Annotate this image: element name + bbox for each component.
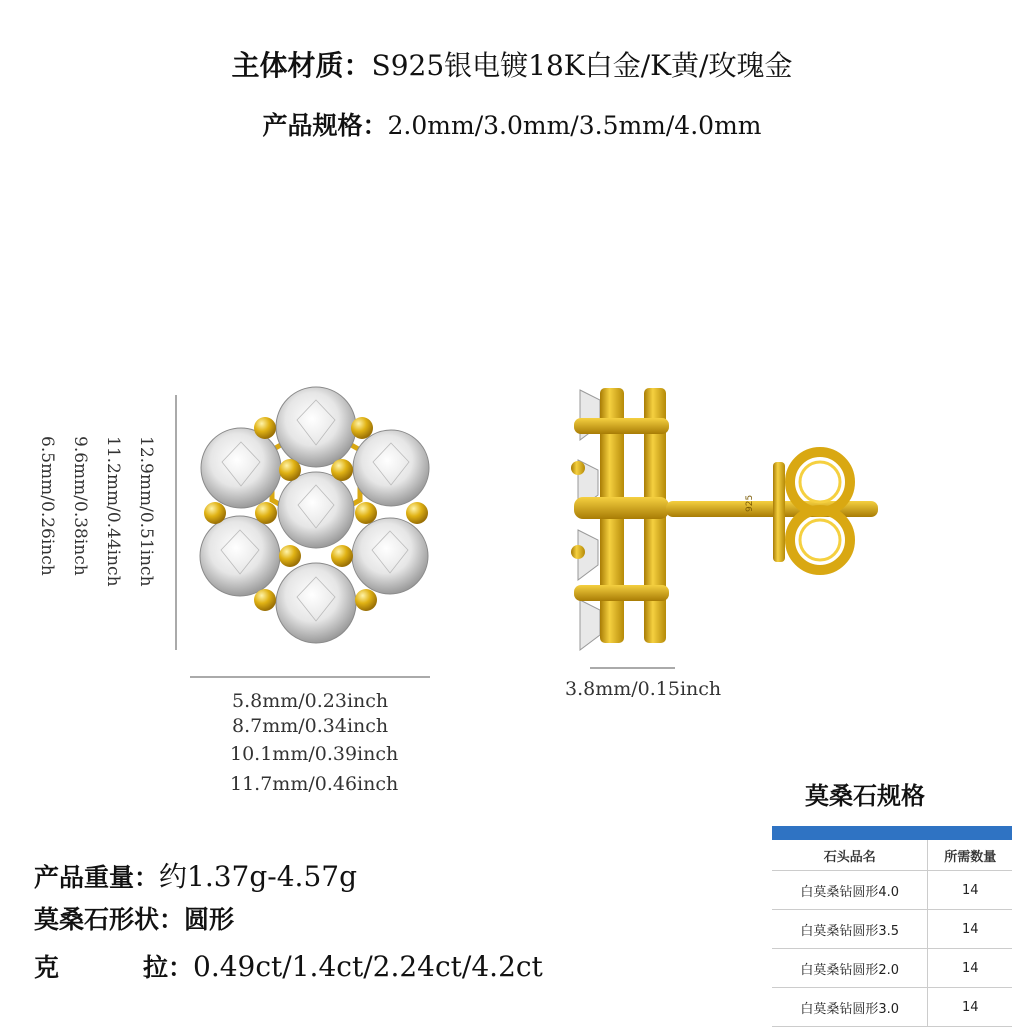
material-label: 主体材质： [231, 49, 372, 82]
stone-name: 白莫桑钻圆形3.0 [772, 988, 928, 1027]
table-row [772, 871, 1012, 910]
stone-name: 白莫桑钻圆形2.0 [772, 949, 928, 988]
spec-label: 产品规格： [262, 111, 388, 140]
shape-line [34, 900, 234, 936]
carat-label-2: 拉： [143, 953, 194, 982]
stamp-925: 925 [745, 494, 755, 512]
carat-label-1: 克 [34, 953, 60, 982]
height-label-1: 12.9mm/0.51inch [136, 436, 156, 587]
earring-side-view [560, 380, 890, 680]
stone-name: 白莫桑钻圆形3.5 [772, 910, 928, 949]
weight-label: 产品重量： [34, 863, 160, 892]
table-row [772, 988, 1012, 1027]
table-row [772, 949, 1012, 988]
stone-qty: 14 [928, 871, 1012, 910]
shape-value: 圆形 [184, 905, 235, 934]
width-label-2: 8.7mm/0.34inch [232, 715, 389, 737]
earring-front-view [160, 380, 450, 690]
height-label-2: 11.2mm/0.44inch [103, 436, 123, 587]
shape-label: 莫桑石形状： [34, 905, 185, 934]
gem-stones [200, 387, 429, 643]
table-row [772, 910, 1012, 949]
weight-line [34, 855, 357, 895]
carat-line [34, 948, 543, 984]
depth-label: 3.8mm/0.15inch [565, 678, 722, 700]
table-header-row [772, 833, 1012, 871]
stone-qty: 14 [928, 988, 1012, 1027]
stone-name: 白莫桑钻圆形4.0 [772, 871, 928, 910]
material-line [0, 44, 1024, 84]
spec-line [0, 106, 1024, 142]
spec-value: 2.0mm/3.0mm/3.5mm/4.0mm [387, 111, 762, 140]
width-label-4: 11.7mm/0.46inch [230, 773, 399, 795]
height-label-4: 6.5mm/0.26inch [37, 436, 57, 576]
stone-qty: 14 [928, 949, 1012, 988]
butterfly-back [773, 452, 850, 570]
stone-qty: 14 [928, 910, 1012, 949]
col-header-name: 石头品名 [772, 833, 928, 871]
stone-spec-table [772, 826, 1012, 1027]
weight-value: 约1.37g-4.57g [159, 860, 358, 893]
col-header-qty: 所需数量 [928, 833, 1012, 871]
height-label-3: 9.6mm/0.38inch [70, 436, 90, 576]
material-value: S925银电镀18K白金/K黄/玫瑰金 [371, 49, 793, 82]
width-label-3: 10.1mm/0.39inch [230, 743, 399, 765]
carat-value: 0.49ct/1.4ct/2.24ct/4.2ct [193, 950, 543, 983]
stone-table-title: 莫桑石规格 [805, 782, 925, 810]
width-label-1: 5.8mm/0.23inch [232, 690, 389, 712]
